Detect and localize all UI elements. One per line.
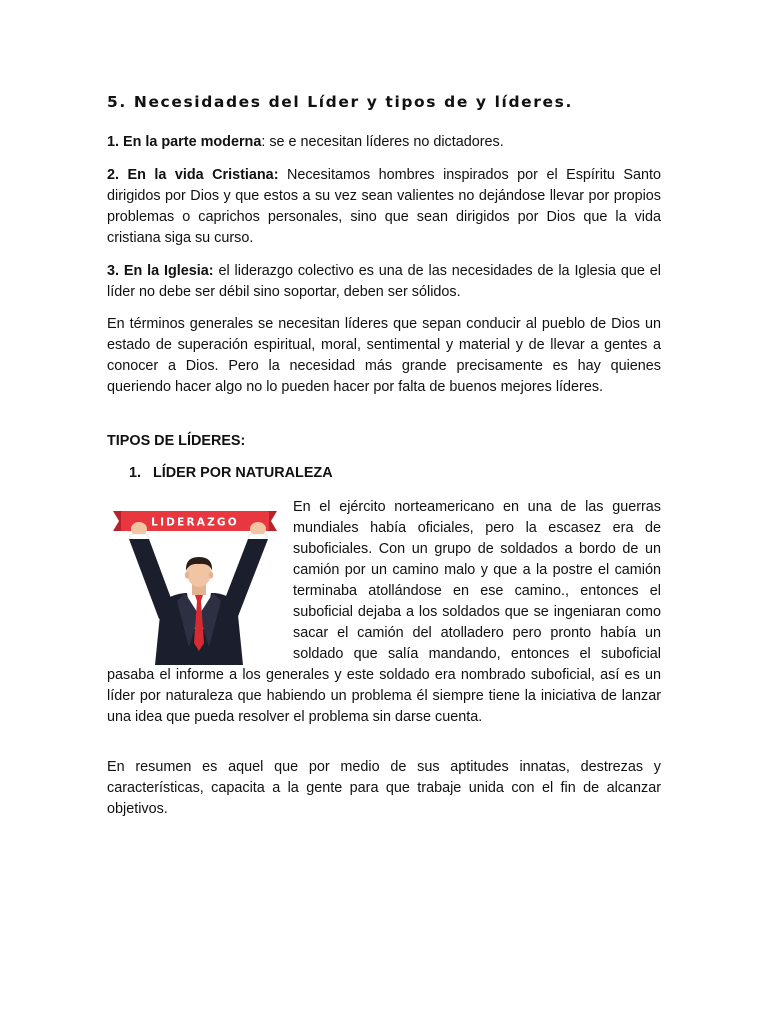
paragraph-christian-label: 2. En la vida Cristiana: bbox=[107, 167, 279, 183]
types-heading: TIPOS DE LÍDERES: bbox=[107, 433, 246, 449]
section-heading: 5. Necesidades del Líder y tipos de y líderes. bbox=[107, 93, 573, 111]
paragraph-church bbox=[107, 261, 661, 303]
right-ear bbox=[209, 572, 213, 579]
list-item-number: 1. bbox=[129, 465, 142, 481]
story-paragraph bbox=[107, 497, 661, 728]
paragraph-christian bbox=[107, 165, 661, 249]
leadership-illustration bbox=[107, 497, 293, 665]
list-item-label: LÍDER POR NATURALEZA bbox=[153, 465, 333, 481]
story-text: En el ejército norteamericano en una de las guerras mundiales había oficiales, pero la escasez era de suboficiales. Con un grupo de soldados a bordo de un camión por un camino malo y que a la postre el camión terminaba atollándose en ese camino., entonces el suboficial dejaba a los soldados que se ingeniaran como sacar el camión del atolladero pero pronto había un soldado que salía mandando, entonces el suboficial pasaba el informe a los generales y este soldado era nombrado suboficial, así es un líder por naturaleza que habiendo un problema él siempre tiene la iniciativa de lanzar una idea que pueda resolver el problema sin darse cuenta. bbox=[107, 499, 661, 725]
summary-paragraph: En resumen es aquel que por medio de sus aptitudes innatas, destrezas y características, capacita a la gente para que trabaje unida con el fin de alcanzar objetivos. bbox=[107, 759, 661, 817]
leader-holding-banner-icon bbox=[107, 497, 293, 665]
paragraph-church-label: 3. En la Iglesia: bbox=[107, 263, 214, 279]
paragraph-modern bbox=[107, 132, 661, 153]
paragraph-modern-text: : se e necesitan líderes no dictadores. bbox=[261, 134, 504, 150]
paragraph-christian-text: Necesitamos hombres inspirados por el Espíritu Santo dirigidos por Dios y que estos a su vez sean valientes no dejándose llevar por propios problemas o caprichos personales, sino que sean dirigidos por Dios que la vida cristiana siga su curso. bbox=[107, 167, 661, 246]
paragraph-general: En términos generales se necesitan líderes que sepan conducir al pueblo de Dios un estado de superación espiritual, moral, sentimental y material y de llevar a gentes a conocer a Dios. Pero la necesidad más grande precisamente es hay quienes queriendo hacer algo no lo pueden hacer por falta de buenos mejores líderes. bbox=[107, 316, 661, 395]
left-ear bbox=[185, 572, 189, 579]
paragraph-modern-label: 1. En la parte moderna bbox=[107, 134, 262, 150]
paragraph-church-text: el liderazgo colectivo es una de las necesidades de la Iglesia que el líder no debe ser débil sino soportar, deben ser sólidos. bbox=[107, 263, 661, 300]
list-item-natural-leader bbox=[129, 463, 333, 484]
banner-label: LIDERAZGO bbox=[151, 516, 239, 529]
